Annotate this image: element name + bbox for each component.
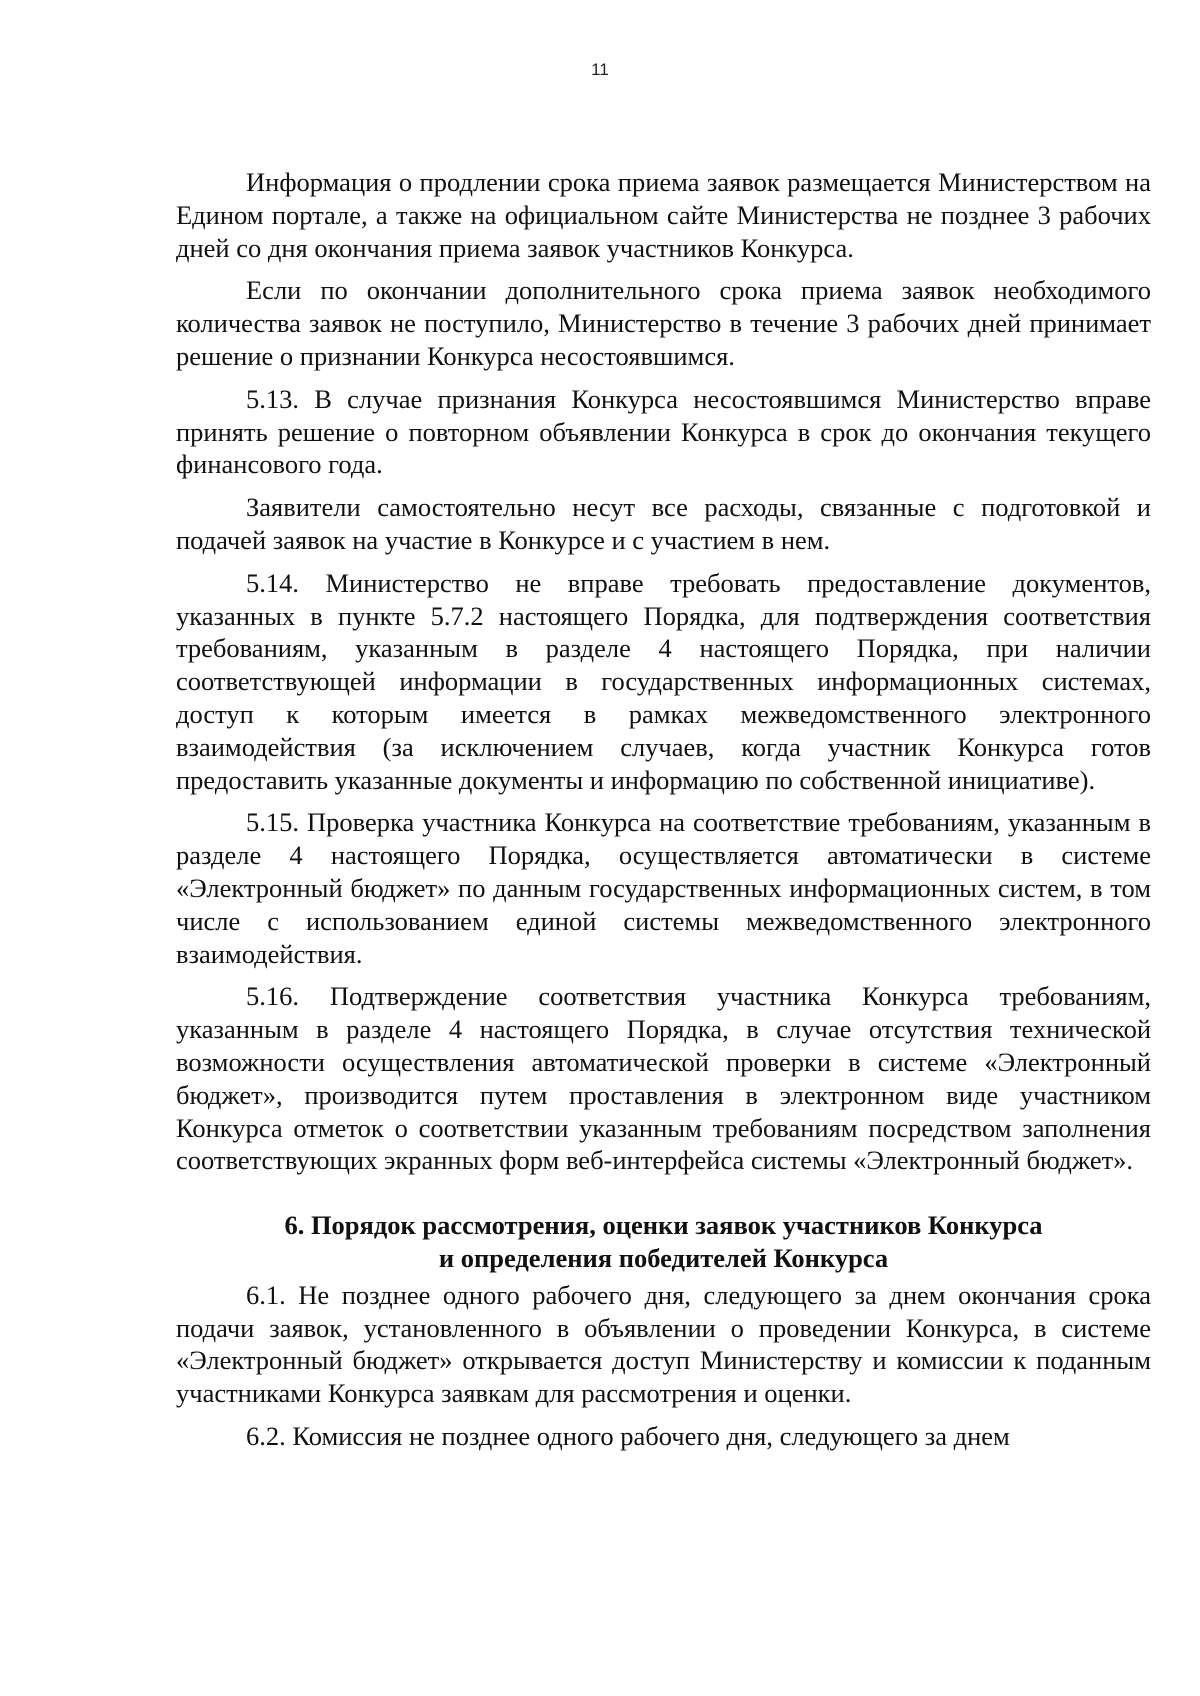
paragraph-5-13: 5.13. В случае признания Конкурса несостоявшимся Министерство вправе принять решение о повторном объявлении Конкурса в срок до окончания текущего финансового года. — [176, 383, 1151, 480]
paragraph-5-16: 5.16. Подтверждение соответствия участника Конкурса требованиям, указанным в разделе 4 настоящего Порядка, в случае отсутствия технической возможности осуществления автоматической проверки в системе «Электронный бюджет», производится путем проставления в электронном виде участником Конкурса отметок о соответствии указанным требованиям посредством заполнения соответствующих экранных форм веб-интерфейса системы «Электронный бюджет». — [176, 981, 1151, 1176]
paragraph-5-14: 5.14. Министерство не вправе требовать предоставление документов, указанных в пункте 5.7.2 настоящего Порядка, для подтверждения соответствия требованиям, указанным в разделе 4 настоящего Порядка, при наличии соответствующей информации в государственных информационных системах, доступ к которым имеется в рамках межведомственного электронного взаимодействия (за исключением случаев, когда участник Конкурса готов предоставить указанные документы и информацию по собственной инициативе). — [176, 567, 1151, 795]
section-6-heading-line-2: и определения победителей Конкурса — [438, 1242, 889, 1273]
paragraph-extension-info: Информация о продлении срока приема заявок размещается Министерством на Едином портале, а также на официальном сайте Министерства не позднее 3 рабочих дней со дня окончания приема заявок участников Конкурса. — [176, 167, 1151, 263]
paragraph-6-2: 6.2. Комиссия не позднее одного рабочего дня, следующего за днем — [246, 1420, 1010, 1451]
page-number: 11 — [591, 60, 609, 79]
paragraph-5-15: 5.15. Проверка участника Конкурса на соответствие требованиям, указанным в разделе 4 настоящего Порядка, осуществляется автоматически в системе «Электронный бюджет» по данным государственных информационных систем, в том числе с использованием единой системы межведомственного электронного взаимодействия. — [176, 807, 1151, 969]
document-body — [176, 166, 1151, 1463]
paragraph-6-1: 6.1. Не позднее одного рабочего дня, следующего за днем окончания срока подачи заявок, установленного в объявлении о проведении Конкурса, в системе «Электронный бюджет» открывается доступ Министерству и комиссии к поданным участниками Конкурса заявкам для рассмотрения и оценки. — [176, 1279, 1151, 1409]
section-6-heading — [176, 1209, 1151, 1275]
section-6-heading-line-1: 6. Порядок рассмотрения, оценки заявок участников Конкурса — [284, 1210, 1043, 1241]
paragraph-applicant-expenses: Заявители самостоятельно несут все расходы, связанные с подготовкой и подачей заявок на участие в Конкурсе и с участием в нем. — [176, 492, 1151, 555]
paragraph-insufficient-applications: Если по окончании дополнительного срока приема заявок необходимого количества заявок не поступило, Министерство в течение 3 рабочих дней принимает решение о признании Конкурса несостоявшимся. — [176, 275, 1151, 371]
